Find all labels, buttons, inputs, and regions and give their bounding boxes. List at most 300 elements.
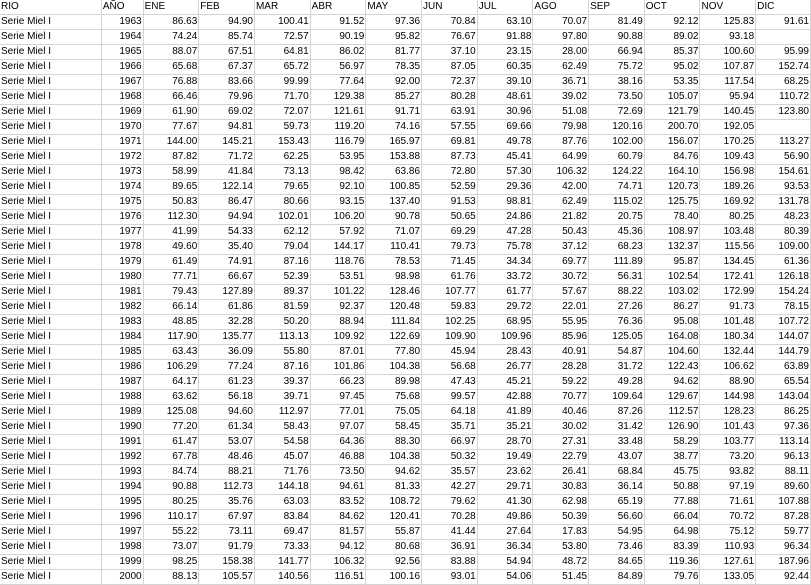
cell-value[interactable]: 81.33 [366, 480, 422, 495]
cell-river[interactable]: Serie Miel I [0, 285, 101, 300]
cell-value[interactable]: 66.94 [589, 45, 645, 60]
cell-value[interactable]: 55.87 [366, 525, 422, 540]
cell-value[interactable]: 153.43 [254, 135, 310, 150]
cell-river[interactable]: Serie Miel I [0, 15, 101, 30]
cell-year[interactable]: 1983 [101, 315, 143, 330]
cell-value[interactable]: 30.72 [533, 270, 589, 285]
cell-value[interactable]: 41.99 [143, 225, 199, 240]
cell-value[interactable]: 39.71 [254, 390, 310, 405]
cell-value[interactable]: 97.45 [310, 390, 366, 405]
cell-value[interactable]: 117.54 [700, 75, 756, 90]
cell-value[interactable]: 67.78 [143, 450, 199, 465]
cell-value[interactable]: 122.43 [644, 360, 700, 375]
cell-year[interactable]: 1976 [101, 210, 143, 225]
cell-value[interactable]: 65.54 [756, 375, 811, 390]
cell-value[interactable]: 71.70 [254, 90, 310, 105]
cell-river[interactable]: Serie Miel I [0, 135, 101, 150]
cell-value[interactable]: 90.78 [366, 210, 422, 225]
cell-value[interactable]: 49.86 [477, 510, 533, 525]
cell-river[interactable]: Serie Miel I [0, 345, 101, 360]
cell-value[interactable]: 88.30 [366, 435, 422, 450]
cell-value[interactable]: 65.68 [143, 60, 199, 75]
cell-value[interactable]: 29.36 [477, 180, 533, 195]
cell-value[interactable]: 80.39 [756, 225, 811, 240]
cell-value[interactable]: 91.79 [199, 540, 255, 555]
cell-value[interactable]: 110.93 [700, 540, 756, 555]
cell-value[interactable]: 20.75 [589, 210, 645, 225]
cell-year[interactable]: 1963 [101, 15, 143, 30]
cell-value[interactable]: 61.47 [143, 435, 199, 450]
cell-value[interactable]: 140.56 [254, 570, 310, 585]
cell-value[interactable]: 200.70 [644, 120, 700, 135]
cell-value[interactable]: 87.05 [422, 60, 478, 75]
cell-value[interactable]: 85.96 [533, 330, 589, 345]
cell-value[interactable]: 98.25 [143, 555, 199, 570]
cell-value[interactable]: 154.61 [756, 165, 811, 180]
cell-value[interactable]: 172.99 [700, 285, 756, 300]
cell-value[interactable]: 74.71 [589, 180, 645, 195]
cell-value[interactable]: 62.49 [533, 195, 589, 210]
cell-value[interactable]: 119.36 [644, 555, 700, 570]
cell-value[interactable]: 48.23 [756, 210, 811, 225]
cell-value[interactable]: 112.57 [644, 405, 700, 420]
cell-value[interactable]: 79.76 [644, 570, 700, 585]
cell-value[interactable]: 58.29 [644, 435, 700, 450]
cell-value[interactable]: 65.19 [589, 495, 645, 510]
cell-value[interactable]: 102.25 [422, 315, 478, 330]
cell-value[interactable]: 77.01 [310, 405, 366, 420]
cell-value[interactable]: 94.12 [310, 540, 366, 555]
cell-year[interactable]: 1965 [101, 45, 143, 60]
header-cell-feb[interactable]: FEB [199, 0, 255, 15]
cell-value[interactable]: 87.16 [254, 255, 310, 270]
cell-value[interactable]: 122.14 [199, 180, 255, 195]
cell-year[interactable]: 1982 [101, 300, 143, 315]
cell-year[interactable]: 1973 [101, 165, 143, 180]
cell-value[interactable]: 63.43 [143, 345, 199, 360]
cell-value[interactable]: 90.19 [310, 30, 366, 45]
cell-value[interactable]: 59.77 [756, 525, 811, 540]
cell-value[interactable]: 104.38 [366, 360, 422, 375]
cell-value[interactable]: 79.04 [254, 240, 310, 255]
cell-value[interactable]: 97.80 [533, 30, 589, 45]
cell-value[interactable]: 55.80 [254, 345, 310, 360]
cell-river[interactable]: Serie Miel I [0, 480, 101, 495]
cell-value[interactable]: 134.45 [700, 255, 756, 270]
cell-value[interactable]: 133.05 [700, 570, 756, 585]
cell-value[interactable]: 39.37 [254, 375, 310, 390]
cell-value[interactable]: 66.14 [143, 300, 199, 315]
cell-value[interactable]: 87.01 [310, 345, 366, 360]
cell-river[interactable]: Serie Miel I [0, 210, 101, 225]
cell-value[interactable]: 63.10 [477, 15, 533, 30]
cell-year[interactable]: 1971 [101, 135, 143, 150]
cell-value[interactable]: 97.36 [756, 420, 811, 435]
cell-value[interactable]: 51.45 [533, 570, 589, 585]
cell-value[interactable]: 144.17 [310, 240, 366, 255]
cell-value[interactable]: 95.02 [644, 60, 700, 75]
cell-value[interactable]: 84.74 [143, 465, 199, 480]
cell-value[interactable]: 54.06 [477, 570, 533, 585]
cell-value[interactable]: 58.43 [254, 420, 310, 435]
cell-value[interactable]: 102.01 [254, 210, 310, 225]
cell-value[interactable]: 39.10 [477, 75, 533, 90]
cell-value[interactable]: 45.94 [422, 345, 478, 360]
cell-value[interactable]: 38.16 [589, 75, 645, 90]
cell-value[interactable]: 118.76 [310, 255, 366, 270]
cell-value[interactable]: 81.57 [310, 525, 366, 540]
cell-river[interactable]: Serie Miel I [0, 330, 101, 345]
cell-value[interactable]: 135.77 [199, 330, 255, 345]
cell-year[interactable]: 1974 [101, 180, 143, 195]
cell-value[interactable]: 126.18 [756, 270, 811, 285]
cell-value[interactable]: 54.33 [199, 225, 255, 240]
cell-value[interactable]: 29.71 [477, 480, 533, 495]
cell-value[interactable]: 67.51 [199, 45, 255, 60]
cell-value[interactable]: 57.67 [533, 285, 589, 300]
cell-value[interactable]: 144.79 [756, 345, 811, 360]
cell-year[interactable]: 1991 [101, 435, 143, 450]
cell-value[interactable]: 54.58 [254, 435, 310, 450]
cell-value[interactable]: 47.28 [477, 225, 533, 240]
cell-value[interactable]: 88.07 [143, 45, 199, 60]
cell-value[interactable]: 109.96 [477, 330, 533, 345]
cell-value[interactable]: 86.27 [644, 300, 700, 315]
cell-value[interactable]: 33.48 [589, 435, 645, 450]
cell-value[interactable]: 23.62 [477, 465, 533, 480]
header-cell-oct[interactable]: OCT [644, 0, 700, 15]
cell-value[interactable]: 107.72 [756, 315, 811, 330]
cell-value[interactable]: 104.60 [644, 345, 700, 360]
cell-value[interactable]: 50.65 [422, 210, 478, 225]
header-cell-jul[interactable]: JUL [477, 0, 533, 15]
cell-value[interactable]: 112.97 [254, 405, 310, 420]
cell-value[interactable]: 17.83 [533, 525, 589, 540]
cell-year[interactable]: 1992 [101, 450, 143, 465]
cell-value[interactable]: 38.77 [644, 450, 700, 465]
cell-value[interactable]: 93.82 [700, 465, 756, 480]
cell-value[interactable]: 122.69 [366, 330, 422, 345]
cell-value[interactable]: 36.14 [589, 480, 645, 495]
cell-value[interactable]: 60.79 [589, 150, 645, 165]
cell-value[interactable]: 79.65 [254, 180, 310, 195]
cell-value[interactable]: 40.91 [533, 345, 589, 360]
cell-river[interactable]: Serie Miel I [0, 540, 101, 555]
cell-value[interactable]: 96.34 [756, 540, 811, 555]
cell-value[interactable]: 106.20 [310, 210, 366, 225]
cell-river[interactable]: Serie Miel I [0, 30, 101, 45]
cell-value[interactable]: 79.43 [143, 285, 199, 300]
cell-value[interactable]: 61.36 [756, 255, 811, 270]
cell-value[interactable]: 91.71 [366, 105, 422, 120]
cell-value[interactable]: 23.15 [477, 45, 533, 60]
header-cell-nov[interactable]: NOV [700, 0, 756, 15]
cell-value[interactable]: 22.79 [533, 450, 589, 465]
cell-value[interactable]: 125.08 [143, 405, 199, 420]
cell-value[interactable]: 98.98 [366, 270, 422, 285]
cell-value[interactable]: 97.19 [700, 480, 756, 495]
cell-value[interactable]: 61.34 [199, 420, 255, 435]
cell-value[interactable]: 80.66 [254, 195, 310, 210]
cell-year[interactable]: 1980 [101, 270, 143, 285]
cell-value[interactable]: 53.35 [644, 75, 700, 90]
cell-value[interactable]: 73.07 [143, 540, 199, 555]
cell-value[interactable]: 116.51 [310, 570, 366, 585]
cell-value[interactable]: 64.36 [310, 435, 366, 450]
cell-value[interactable]: 61.76 [422, 270, 478, 285]
cell-value[interactable]: 45.75 [644, 465, 700, 480]
cell-value[interactable]: 104.38 [366, 450, 422, 465]
cell-river[interactable]: Serie Miel I [0, 360, 101, 375]
cell-value[interactable]: 50.32 [422, 450, 478, 465]
cell-value[interactable]: 64.18 [422, 405, 478, 420]
cell-value[interactable]: 24.86 [477, 210, 533, 225]
header-cell-jun[interactable]: JUN [422, 0, 478, 15]
cell-value[interactable]: 91.88 [477, 30, 533, 45]
cell-value[interactable]: 111.84 [366, 315, 422, 330]
cell-value[interactable]: 73.33 [254, 540, 310, 555]
cell-value[interactable]: 39.02 [533, 90, 589, 105]
cell-value[interactable]: 77.80 [366, 345, 422, 360]
cell-river[interactable]: Serie Miel I [0, 120, 101, 135]
cell-value[interactable]: 49.60 [143, 240, 199, 255]
cell-value[interactable]: 27.64 [477, 525, 533, 540]
cell-value[interactable]: 100.60 [700, 45, 756, 60]
cell-value[interactable]: 65.72 [254, 60, 310, 75]
cell-value[interactable]: 72.69 [589, 105, 645, 120]
cell-value[interactable]: 43.07 [589, 450, 645, 465]
cell-value[interactable]: 88.22 [589, 285, 645, 300]
cell-value[interactable]: 51.08 [533, 105, 589, 120]
cell-year[interactable]: 1987 [101, 375, 143, 390]
cell-value[interactable]: 74.24 [143, 30, 199, 45]
cell-river[interactable]: Serie Miel I [0, 240, 101, 255]
cell-value[interactable]: 94.62 [366, 465, 422, 480]
cell-year[interactable]: 1998 [101, 540, 143, 555]
cell-value[interactable]: 125.05 [589, 330, 645, 345]
cell-river[interactable]: Serie Miel I [0, 45, 101, 60]
cell-value[interactable]: 81.59 [254, 300, 310, 315]
cell-value[interactable]: 61.90 [143, 105, 199, 120]
cell-value[interactable]: 61.23 [199, 375, 255, 390]
cell-value[interactable]: 103.02 [644, 285, 700, 300]
cell-value[interactable]: 92.44 [756, 570, 811, 585]
cell-value[interactable]: 137.40 [366, 195, 422, 210]
cell-value[interactable]: 103.77 [700, 435, 756, 450]
cell-value[interactable]: 77.24 [199, 360, 255, 375]
cell-value[interactable]: 45.07 [254, 450, 310, 465]
cell-value[interactable]: 37.10 [422, 45, 478, 60]
cell-value[interactable]: 140.45 [700, 105, 756, 120]
cell-value[interactable]: 66.46 [143, 90, 199, 105]
cell-river[interactable]: Serie Miel I [0, 495, 101, 510]
cell-value[interactable]: 71.61 [700, 495, 756, 510]
cell-value[interactable]: 70.72 [700, 510, 756, 525]
cell-river[interactable]: Serie Miel I [0, 510, 101, 525]
cell-value[interactable]: 94.61 [310, 480, 366, 495]
cell-value[interactable]: 81.49 [589, 15, 645, 30]
cell-value[interactable]: 111.89 [589, 255, 645, 270]
cell-year[interactable]: 1995 [101, 495, 143, 510]
cell-value[interactable]: 84.62 [310, 510, 366, 525]
cell-value[interactable]: 31.42 [589, 420, 645, 435]
cell-river[interactable]: Serie Miel I [0, 420, 101, 435]
cell-value[interactable]: 88.21 [199, 465, 255, 480]
cell-value[interactable]: 70.07 [533, 15, 589, 30]
cell-value[interactable]: 62.12 [254, 225, 310, 240]
cell-value[interactable]: 107.77 [422, 285, 478, 300]
cell-value[interactable]: 69.77 [533, 255, 589, 270]
cell-river[interactable]: Serie Miel I [0, 375, 101, 390]
cell-value[interactable]: 73.50 [589, 90, 645, 105]
cell-value[interactable]: 63.91 [422, 105, 478, 120]
cell-value[interactable]: 121.79 [644, 105, 700, 120]
cell-value[interactable]: 129.67 [644, 390, 700, 405]
header-cell-dic[interactable]: DIC [756, 0, 811, 15]
cell-value[interactable]: 92.12 [644, 15, 700, 30]
cell-value[interactable]: 69.66 [477, 120, 533, 135]
cell-value[interactable]: 86.47 [199, 195, 255, 210]
cell-value[interactable]: 93.01 [422, 570, 478, 585]
cell-value[interactable]: 93.18 [700, 30, 756, 45]
cell-value[interactable]: 106.32 [533, 165, 589, 180]
cell-value[interactable]: 95.94 [700, 90, 756, 105]
cell-value[interactable]: 87.28 [756, 510, 811, 525]
cell-value[interactable]: 91.52 [310, 15, 366, 30]
cell-value[interactable]: 53.07 [199, 435, 255, 450]
cell-value[interactable]: 50.43 [533, 225, 589, 240]
header-cell-abr[interactable]: ABR [310, 0, 366, 15]
cell-value[interactable]: 50.83 [143, 195, 199, 210]
cell-value[interactable]: 79.73 [422, 240, 478, 255]
cell-value[interactable]: 30.83 [533, 480, 589, 495]
cell-value[interactable]: 145.21 [199, 135, 255, 150]
cell-value[interactable]: 154.24 [756, 285, 811, 300]
cell-value[interactable]: 79.98 [533, 120, 589, 135]
cell-value[interactable]: 192.05 [700, 120, 756, 135]
cell-value[interactable]: 48.72 [533, 555, 589, 570]
cell-value[interactable]: 56.60 [589, 510, 645, 525]
cell-year[interactable]: 1990 [101, 420, 143, 435]
cell-value[interactable]: 112.30 [143, 210, 199, 225]
cell-value[interactable]: 57.30 [477, 165, 533, 180]
cell-value[interactable]: 81.77 [366, 45, 422, 60]
cell-value[interactable]: 45.21 [477, 375, 533, 390]
cell-value[interactable]: 47.43 [422, 375, 478, 390]
cell-value[interactable]: 87.76 [533, 135, 589, 150]
cell-value[interactable]: 19.49 [477, 450, 533, 465]
cell-value[interactable]: 91.53 [422, 195, 478, 210]
cell-value[interactable]: 102.00 [589, 135, 645, 150]
cell-river[interactable]: Serie Miel I [0, 465, 101, 480]
cell-value[interactable]: 36.91 [422, 540, 478, 555]
cell-value[interactable]: 54.95 [589, 525, 645, 540]
cell-value[interactable]: 119.20 [310, 120, 366, 135]
cell-river[interactable]: Serie Miel I [0, 75, 101, 90]
cell-value[interactable]: 56.97 [310, 60, 366, 75]
cell-value[interactable]: 75.12 [700, 525, 756, 540]
cell-value[interactable]: 89.98 [366, 375, 422, 390]
cell-value[interactable]: 59.73 [254, 120, 310, 135]
cell-value[interactable]: 66.04 [644, 510, 700, 525]
cell-value[interactable]: 79.62 [422, 495, 478, 510]
cell-value[interactable]: 115.56 [700, 240, 756, 255]
cell-river[interactable]: Serie Miel I [0, 555, 101, 570]
cell-value[interactable]: 144.18 [254, 480, 310, 495]
cell-value[interactable]: 97.07 [310, 420, 366, 435]
cell-value[interactable]: 73.46 [589, 540, 645, 555]
header-cell-ene[interactable]: ENE [143, 0, 199, 15]
cell-value[interactable]: 101.86 [310, 360, 366, 375]
cell-value[interactable]: 49.78 [477, 135, 533, 150]
cell-value[interactable]: 48.61 [477, 90, 533, 105]
cell-value[interactable]: 113.13 [254, 330, 310, 345]
cell-value[interactable]: 62.98 [533, 495, 589, 510]
cell-value[interactable]: 87.26 [589, 405, 645, 420]
cell-value[interactable]: 125.75 [644, 195, 700, 210]
cell-value[interactable]: 107.87 [700, 60, 756, 75]
cell-year[interactable]: 1968 [101, 90, 143, 105]
cell-value[interactable]: 124.22 [589, 165, 645, 180]
cell-value[interactable]: 187.96 [756, 555, 811, 570]
cell-value[interactable]: 91.73 [700, 300, 756, 315]
cell-value[interactable]: 75.72 [589, 60, 645, 75]
cell-value[interactable]: 73.20 [700, 450, 756, 465]
cell-value[interactable]: 126.90 [644, 420, 700, 435]
cell-value[interactable]: 68.84 [589, 465, 645, 480]
cell-value[interactable]: 78.35 [366, 60, 422, 75]
cell-year[interactable]: 1978 [101, 240, 143, 255]
cell-value[interactable]: 125.83 [700, 15, 756, 30]
cell-value[interactable]: 95.87 [644, 255, 700, 270]
cell-value[interactable]: 100.16 [366, 570, 422, 585]
cell-value[interactable]: 127.89 [199, 285, 255, 300]
cell-value[interactable]: 132.44 [700, 345, 756, 360]
cell-value[interactable]: 58.99 [143, 165, 199, 180]
cell-river[interactable]: Serie Miel I [0, 165, 101, 180]
cell-year[interactable]: 2000 [101, 570, 143, 585]
cell-value[interactable]: 72.80 [422, 165, 478, 180]
cell-value[interactable]: 31.72 [589, 360, 645, 375]
cell-value[interactable]: 66.67 [199, 270, 255, 285]
cell-value[interactable]: 60.35 [477, 60, 533, 75]
cell-value[interactable]: 66.97 [422, 435, 478, 450]
cell-value[interactable] [756, 30, 811, 45]
cell-value[interactable]: 170.25 [700, 135, 756, 150]
cell-value[interactable]: 68.23 [589, 240, 645, 255]
cell-value[interactable]: 152.74 [756, 60, 811, 75]
cell-value[interactable]: 36.09 [199, 345, 255, 360]
cell-value[interactable]: 78.53 [366, 255, 422, 270]
cell-value[interactable]: 27.31 [533, 435, 589, 450]
cell-river[interactable]: Serie Miel I [0, 255, 101, 270]
cell-value[interactable]: 112.73 [199, 480, 255, 495]
cell-value[interactable]: 76.88 [143, 75, 199, 90]
cell-value[interactable]: 59.83 [422, 300, 478, 315]
cell-value[interactable]: 80.25 [700, 210, 756, 225]
cell-value[interactable]: 123.80 [756, 105, 811, 120]
cell-value[interactable]: 72.57 [254, 30, 310, 45]
cell-value[interactable]: 35.71 [422, 420, 478, 435]
cell-value[interactable]: 189.26 [700, 180, 756, 195]
cell-value[interactable]: 103.48 [700, 225, 756, 240]
cell-year[interactable]: 1972 [101, 150, 143, 165]
cell-value[interactable]: 115.02 [589, 195, 645, 210]
cell-value[interactable]: 169.92 [700, 195, 756, 210]
cell-value[interactable]: 77.20 [143, 420, 199, 435]
cell-year[interactable]: 1997 [101, 525, 143, 540]
cell-value[interactable]: 85.37 [644, 45, 700, 60]
